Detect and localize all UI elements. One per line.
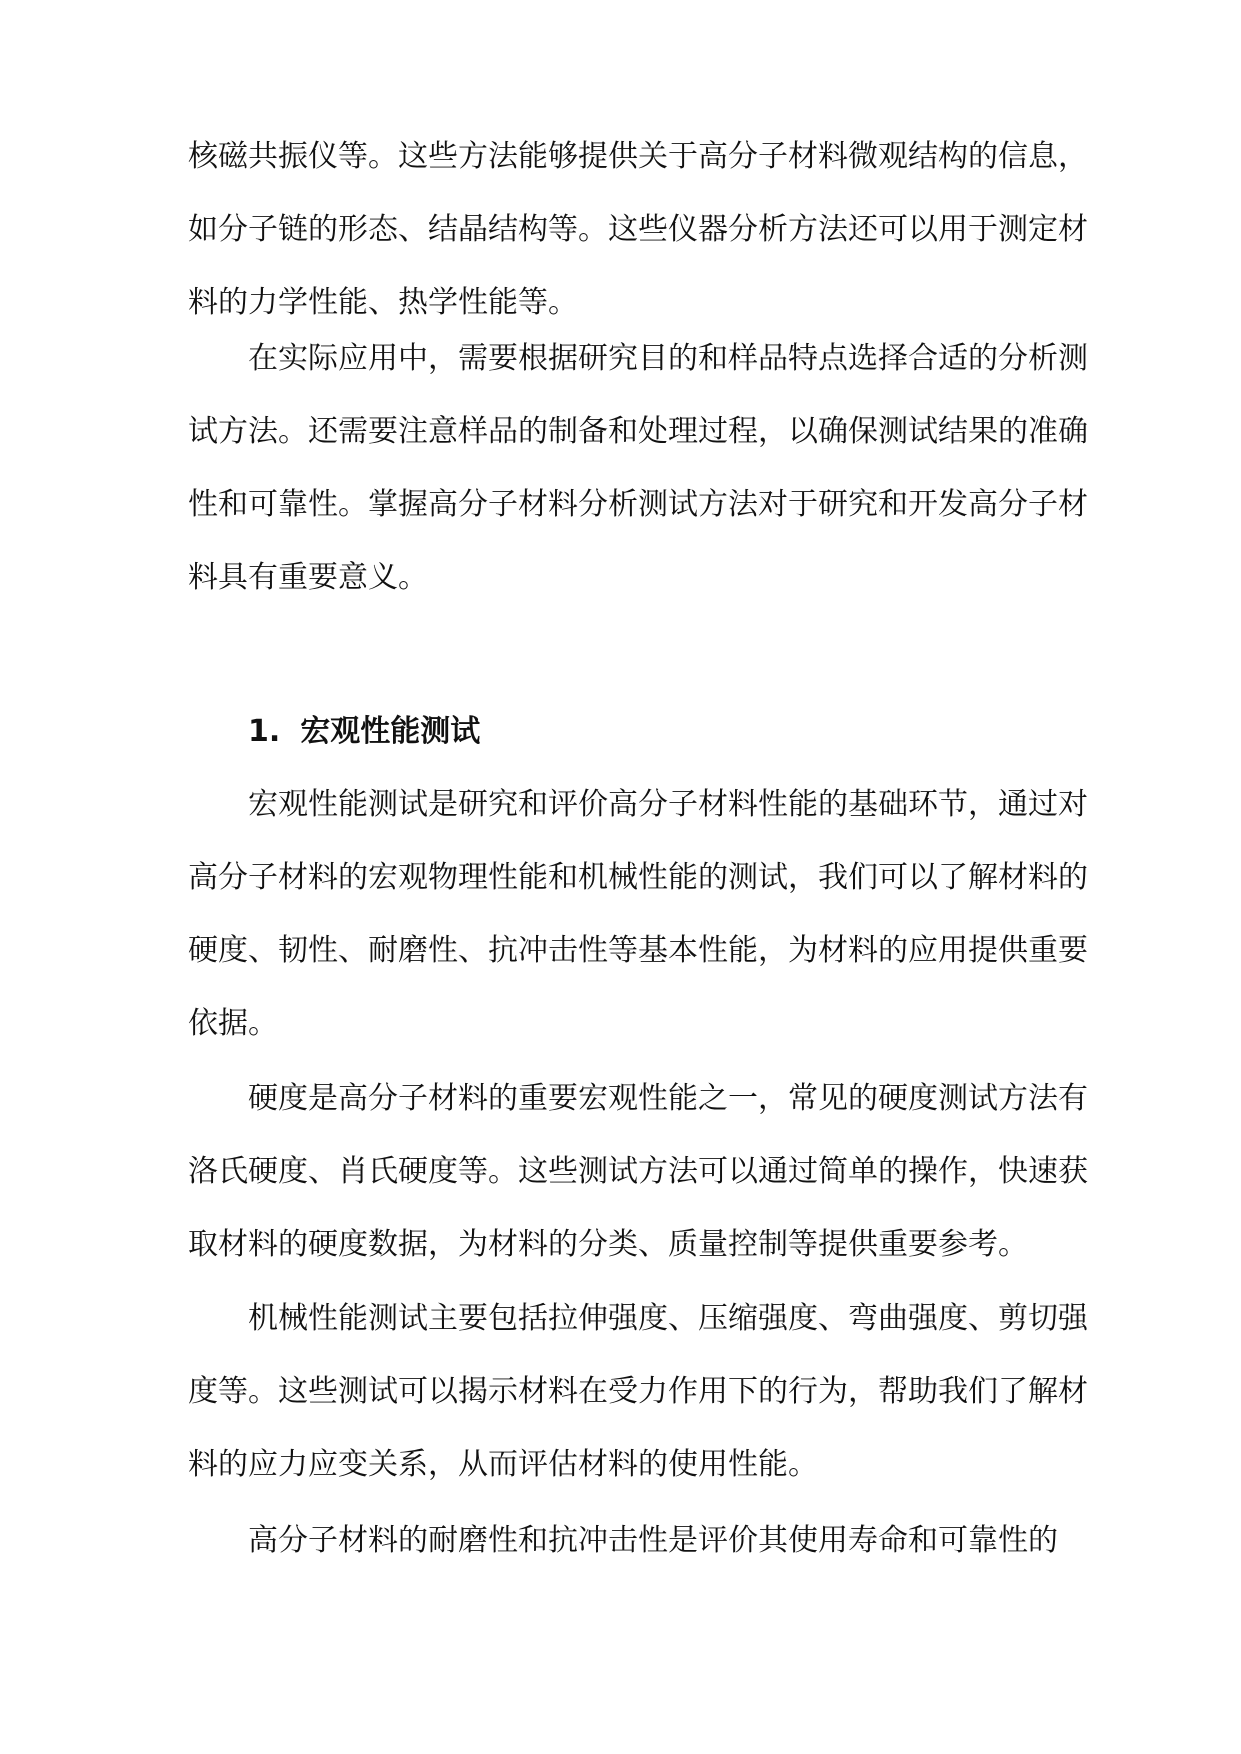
paragraph-1 <box>188 120 1088 339</box>
paragraph-5 <box>188 1282 1088 1501</box>
section-title: 宏观性能测试 <box>300 714 481 749</box>
text-line: 度等。这些测试可以揭示材料在受力作用下的行为，帮助我们了解材 <box>188 1374 1088 1409</box>
text-line: 宏观性能测试是研究和评价高分子材料性能的基础环节，通过对 <box>248 787 1088 822</box>
text-line: 在实际应用中，需要根据研究目的和样品特点选择合适的分析测 <box>248 341 1088 376</box>
text-line: 料具有重要意义。 <box>188 560 428 595</box>
paragraph-4 <box>188 1062 1088 1281</box>
text-line: 依据。 <box>188 1006 278 1041</box>
text-line: 高分子材料的宏观物理性能和机械性能的测试，我们可以了解材料的 <box>188 860 1088 895</box>
text-line: 料的力学性能、热学性能等。 <box>188 285 578 320</box>
text-line: 性和可靠性。掌握高分子材料分析测试方法对于研究和开发高分子材 <box>188 487 1088 522</box>
paragraph-6 <box>188 1504 1058 1577</box>
section-number: 1. <box>248 714 281 749</box>
section-heading <box>248 695 480 768</box>
text-line: 试方法。还需要注意样品的制备和处理过程，以确保测试结果的准确 <box>188 414 1088 449</box>
text-line: 取材料的硬度数据，为材料的分类、质量控制等提供重要参考。 <box>188 1227 1028 1262</box>
text-line: 洛氏硬度、肖氏硬度等。这些测试方法可以通过简单的操作，快速获 <box>188 1154 1088 1189</box>
text-line: 硬度是高分子材料的重要宏观性能之一，常见的硬度测试方法有 <box>248 1081 1088 1116</box>
text-line: 机械性能测试主要包括拉伸强度、压缩强度、弯曲强度、剪切强 <box>248 1301 1088 1336</box>
paragraph-3 <box>188 768 1088 1060</box>
text-line: 如分子链的形态、结晶结构等。这些仪器分析方法还可以用于测定材 <box>188 212 1088 247</box>
text-line: 核磁共振仪等。这些方法能够提供关于高分子材料微观结构的信息， <box>188 139 1088 174</box>
text-line: 高分子材料的耐磨性和抗冲击性是评价其使用寿命和可靠性的 <box>248 1523 1058 1558</box>
paragraph-2 <box>188 322 1088 614</box>
text-line: 料的应力应变关系，从而评估材料的使用性能。 <box>188 1447 818 1482</box>
text-line: 硬度、韧性、耐磨性、抗冲击性等基本性能，为材料的应用提供重要 <box>188 933 1088 968</box>
